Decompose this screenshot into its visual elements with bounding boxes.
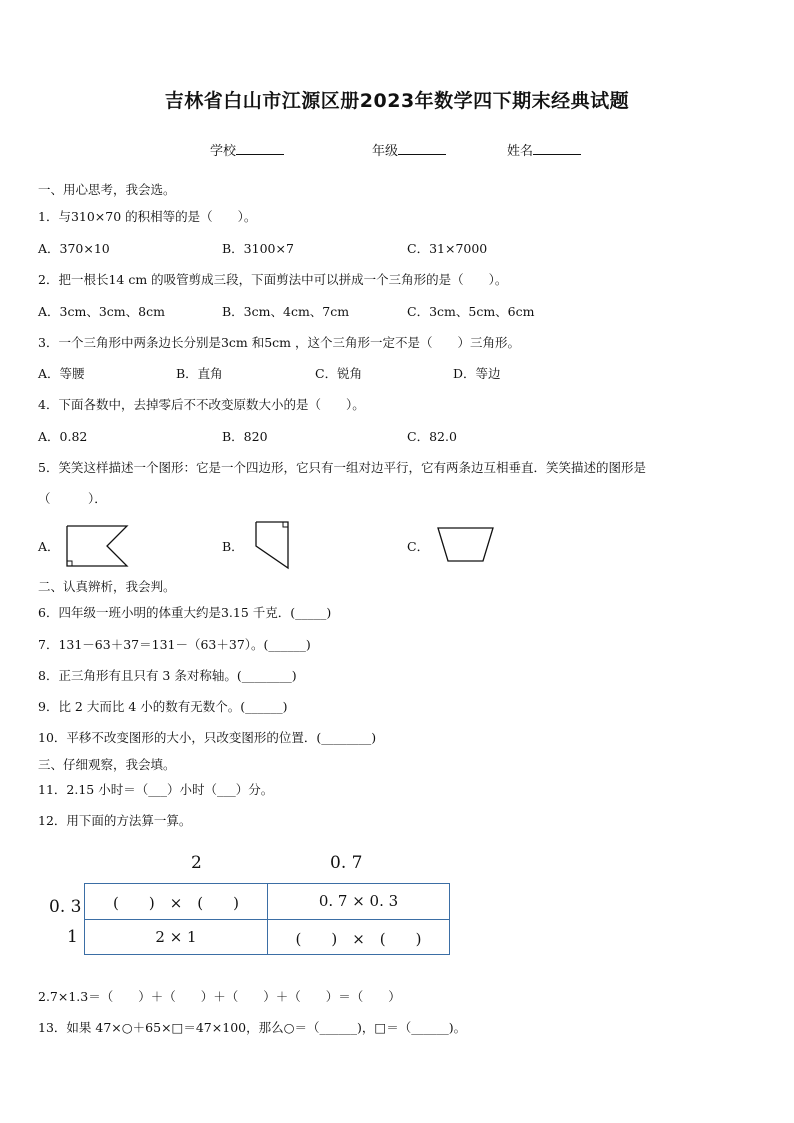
section-2-heading: 二、认真辨析，我会判。 [38, 579, 176, 594]
page-title: 吉林省白山市江源区册2023年数学四下期末经典试题 [164, 90, 630, 112]
question-8: 8．正三角形有且只有 3 条对称轴。(________) [38, 668, 297, 683]
q5-option-c: C． [407, 539, 430, 554]
q2-option-a: A．3cm、3cm、8cm [38, 304, 165, 319]
table-row-header-2: 1 [67, 927, 78, 947]
question-10: 10．平移不改变图形的大小，只改变图形的位置．(________) [38, 730, 377, 745]
table-cell-1-1: ( ) × ( ) [113, 894, 239, 912]
q3-option-c: C．锐角 [315, 366, 363, 381]
table-row-header-1: 0. 3 [49, 897, 82, 917]
school-field [210, 140, 284, 159]
question-12: 12．用下面的方法算一算。 [38, 813, 192, 828]
question-5: 5．笑笑这样描述一个图形：它是一个四边形，它只有一组对边平行，它有两条边互相垂直．笑笑描述的图形是 [38, 460, 646, 475]
question-1: 1．与310×70 的积相等的是（ ）。 [38, 209, 257, 224]
grade-field [372, 140, 446, 159]
name-field [507, 140, 581, 159]
question-3: 3．一个三角形中两条边长分别是3cm 和5cm ，这个三角形一定不是（ ）三角形。 [38, 335, 521, 350]
table-col-header-2: 0. 7 [330, 853, 363, 873]
q1-option-b: B．3100×7 [222, 241, 294, 256]
question-12-line: 2.7×1.3＝（ ）＋（ ）＋（ ）＋（ ）＝（ ） [38, 989, 401, 1004]
grade-blank[interactable] [398, 142, 446, 155]
q4-option-a: A．0.82 [38, 429, 88, 444]
q4-option-c: C．82.0 [407, 429, 457, 444]
q1-option-a: A．370×10 [38, 241, 110, 256]
q5-option-a: A． [38, 539, 60, 554]
question-7: 7．131－63＋37＝131－（63＋37）。(______) [38, 637, 311, 652]
table-cell-2-1: 2 × 1 [155, 928, 197, 946]
table-cell-1-2: 0. 7 × 0. 3 [318, 892, 399, 910]
q1-option-c: C．31×7000 [407, 241, 488, 256]
q2-option-c: C．3cm、5cm、6cm [407, 304, 535, 319]
area-model-table [84, 883, 450, 955]
q5-option-b: B． [222, 539, 244, 554]
name-label: 姓名 [507, 144, 534, 159]
question-9: 9．比 2 大而比 4 小的数有无数个。(______) [38, 699, 288, 714]
table-horizontal-divider [85, 919, 449, 920]
q3-option-d: D．等边 [453, 366, 501, 381]
q2-option-b: B．3cm、4cm、7cm [222, 304, 350, 319]
q3-option-a: A．等腰 [38, 366, 85, 381]
q5-figure-c [435, 524, 497, 566]
q4-option-b: B．820 [222, 429, 268, 444]
school-blank[interactable] [236, 142, 284, 155]
question-6: 6．四年级一班小明的体重大约是3.15 千克．(_____) [38, 605, 332, 620]
table-cell-2-2: ( ) × ( ) [295, 930, 422, 948]
q5-figure-b [250, 518, 294, 572]
question-2: 2．把一根长14 cm 的吸管剪成三段，下面剪法中可以拼成一个三角形的是（ ）。 [38, 272, 508, 287]
table-col-header-1: 2 [191, 853, 202, 873]
q5-figure-a [62, 522, 132, 570]
q3-option-b: B．直角 [176, 366, 223, 381]
section-3-heading: 三、仔细观察，我会填。 [38, 757, 176, 772]
question-11: 11．2.15 小时＝（___）小时（___）分。 [38, 782, 274, 797]
grade-label: 年级 [372, 144, 399, 159]
section-1-heading: 一、用心思考，我会选。 [38, 182, 176, 197]
school-label: 学校 [210, 144, 237, 159]
question-4: 4．下面各数中，去掉零后不不改变原数大小的是（ ）。 [38, 397, 365, 412]
question-13: 13．如果 47×○＋65×□＝47×100，那么○＝（______)，□＝（______)。 [38, 1020, 467, 1035]
question-5-paren: （ ）． [38, 491, 107, 506]
name-blank[interactable] [533, 142, 581, 155]
